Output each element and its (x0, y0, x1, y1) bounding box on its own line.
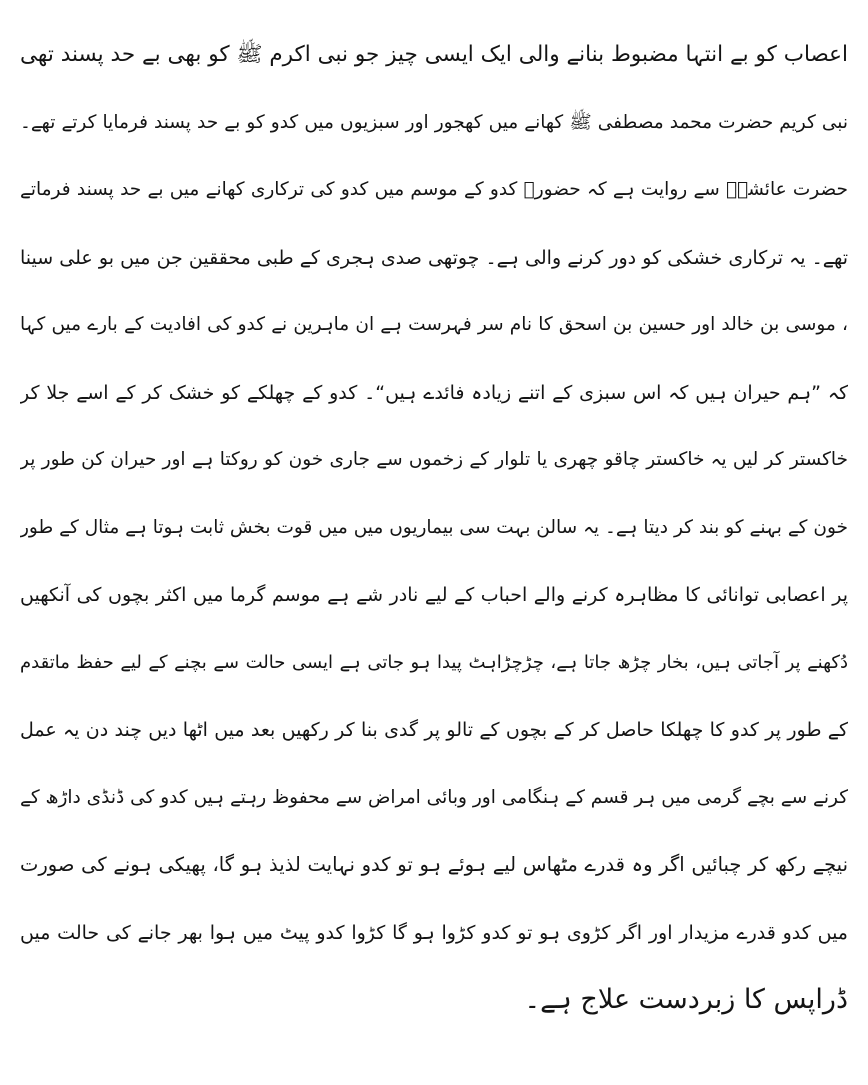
text-line: نیچے رکھ کر چبائیں اگر وہ قدرے مٹھاس لیے ہوئے ہو تو کدو نہایت لذیذ ہو گا، پھیکی ہونے کی صورت (20, 853, 848, 876)
text-line: حضرت عائشہؓ سے روایت ہے کہ حضورؐ کدو کے موسم میں کدو کی ترکاری کھانے میں بے حد پسند فرماتے (20, 179, 848, 200)
text-line: تھے۔ یہ ترکاری خشکی کو دور کرنے والی ہے۔ چوتھی صدی ہجری کے طبی محققین جن میں بو علی سینا (20, 246, 848, 269)
text-line: دُکھنے پر آجاتی ہیں، بخار چڑھ جاتا ہے، چڑچڑاہٹ پیدا ہو جاتی ہے ایسی حالت سے بچنے کے لیے حفظ ماتقدم (20, 651, 848, 673)
text-line: اعصاب کو بے انتہا مضبوط بنانے والی ایک ایسی چیز جو نبی اکرم ﷺ کو بھی بے حد پسند تھی (20, 42, 848, 67)
text-line: ، موسی بن خالد اور حسین بن اسحق کا نام سر فہرست ہے ان ماہرین نے کدو کی افادیت کے بارے میں کہا (20, 314, 848, 335)
text-line: نبی کریم حضرت محمد مصطفی ﷺ کھانے میں کھجور اور سبزیوں میں کدو کو بے حد پسند فرمایا کرتے تھے۔ (20, 111, 848, 133)
text-line: پر اعصابی توانائی کا مظاہرہ کرنے والے احباب کے لیے نادر شے ہے موسم گرما میں اکثر بچوں کی آنکھیں (20, 584, 848, 606)
text-line: کرنے سے بچے گرمی میں ہر قسم کے ہنگامی اور وبائی امراض سے محفوظ رہتے ہیں کدو کی ڈنڈی داڑھ کے (20, 786, 848, 808)
text-line: خون کے بہنے کو بند کر دیتا ہے۔ یہ سالن بہت سی بیماریوں میں میں قوت بخش ثابت ہوتا ہے مثال کے طور (20, 516, 848, 538)
text-line: خاکستر کر لیں یہ خاکستر چاقو چھری یا تلوار کے زخموں سے جاری خون کو روکتا ہے اور حیران کن طور پر (20, 449, 848, 470)
text-line: کے طور پر کدو کا چھلکا حاصل کر کے بچوں کے تالو پر گدی بنا کر رکھیں بعد میں اٹھا دیں چند دن یہ عمل (20, 719, 848, 741)
article-body (20, 30, 848, 1043)
text-line: ڈراپس کا زبردست علاج ہے۔ (524, 984, 848, 1015)
text-line: کہ ”ہم حیران ہیں کہ اس سبزی کے اتنے زیادہ فائدے ہیں“۔ کدو کے چھلکے کو خشک کر کے اسے جلا کر (20, 381, 848, 404)
text-line: میں کدو قدرے مزیدار اور اگر کڑوی ہو تو کدو کڑوا ہو گا کڑوا کدو پیٹ میں ہوا بھر جانے کی حالت میں (20, 921, 848, 944)
